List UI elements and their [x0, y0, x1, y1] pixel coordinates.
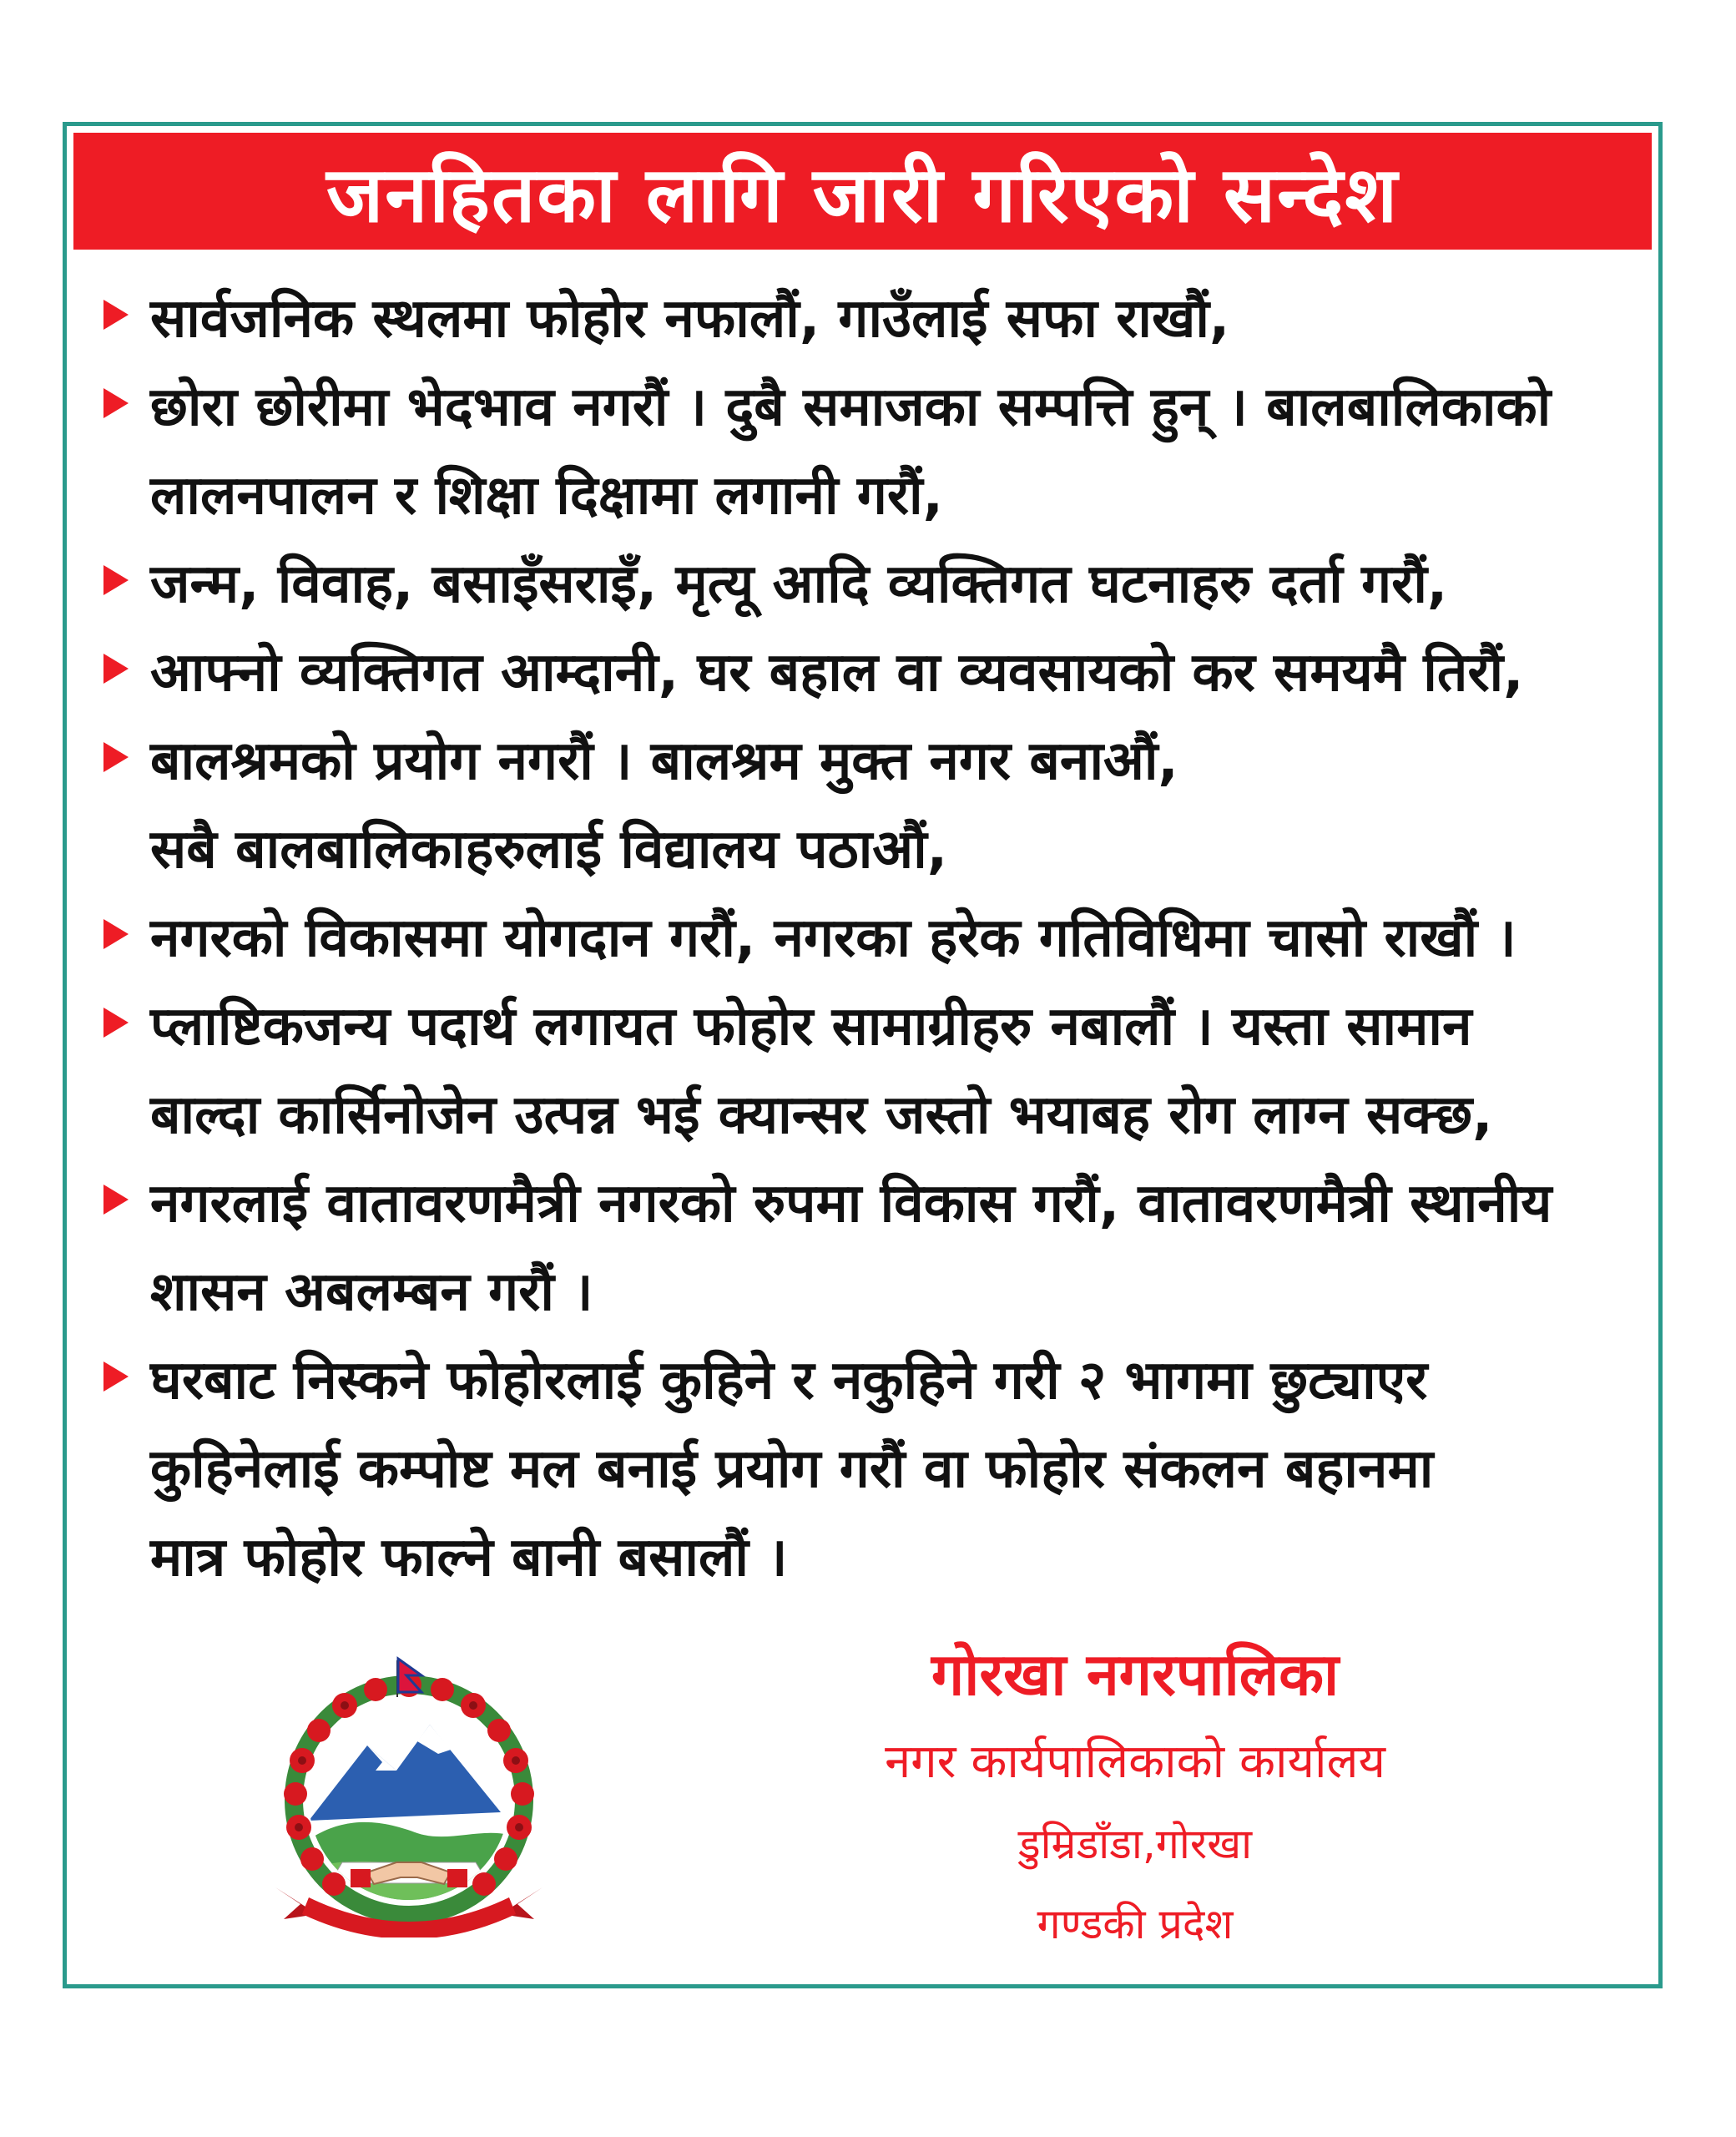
list-item	[83, 629, 1653, 717]
triangle-bullet-icon	[103, 1362, 129, 1392]
message-line: घरबाट निस्कने फोहोरलाई कुहिने र नकुहिने गरी २ भागमा छुट्याएर	[150, 1350, 1428, 1412]
message-line: कुहिनेलाई कम्पोष्ट मल बनाई प्रयोग गरौं वा फोहोर संकलन बहानमा	[150, 1438, 1434, 1500]
triangle-bullet-icon	[103, 565, 129, 595]
nepal-government-emblem-icon	[250, 1654, 568, 1937]
message-line: छोरा छोरीमा भेदभाव नगरौं । दुबै समाजका सम्पत्ति हुन् । बालबालिकाको	[150, 376, 1552, 438]
triangle-bullet-icon	[103, 919, 129, 949]
list-item	[83, 363, 1653, 540]
triangle-bullet-icon	[103, 1185, 129, 1215]
message-line: प्लाष्टिकजन्य पदार्थ लगायत फोहोर सामाग्रीहरु नबालौं । यस्ता सामान	[150, 996, 1472, 1058]
message-line: शासन अबलम्बन गरौं ।	[150, 1261, 593, 1323]
message-line: नगरलाई वातावरणमैत्री नगरको रुपमा विकास गरौं, वातावरणमैत्री स्थानीय	[150, 1173, 1552, 1235]
message-line: सार्वजनिक स्थलमा फोहोर नफालौं, गाउँलाई सफा राखौं,	[150, 288, 1230, 350]
office-province: गण्डकी प्रदेश	[1037, 1900, 1234, 1948]
message-line: लालनपालन र शिक्षा दिक्षामा लगानी गरौं,	[150, 465, 943, 527]
notice-title: जनहितका लागि जारी गरिएको सन्देश	[326, 149, 1400, 240]
message-line: नगरको विकासमा योगदान गरौं, नगरका हरेक गतिविधिमा चासो राखौं ।	[150, 907, 1516, 969]
list-item	[83, 275, 1653, 363]
list-item	[83, 983, 1653, 1159]
message-line: जन्म, विवाह, बसाइँसराइँ, मृत्यू आदि व्यक्तिगत घटनाहरु दर्ता गरौं,	[150, 553, 1448, 615]
issuer-block	[701, 1629, 1569, 1964]
message-line: मात्र फोहोर फाल्ने बानी बसालौं ।	[150, 1527, 788, 1589]
list-item	[83, 894, 1653, 983]
triangle-bullet-icon	[103, 388, 129, 418]
title-banner	[73, 133, 1652, 250]
message-line: सबै बालबालिकाहरुलाई विद्यालय पठाऔं,	[150, 819, 948, 881]
message-line: बाल्दा कार्सिनोजेन उत्पन्न भई क्यान्सर जस्तो भयाबह रोग लाग्न सक्छ,	[150, 1084, 1493, 1146]
office-subtitle: नगर कार्यपालिकाको कार्यालय	[885, 1735, 1385, 1789]
municipality-name: गोरखा नगरपालिका	[931, 1640, 1340, 1709]
triangle-bullet-icon	[103, 1008, 129, 1038]
notice-frame	[63, 122, 1663, 1988]
message-list	[83, 275, 1653, 1602]
office-address: डुम्रिडाँडा,गोरखा	[1017, 1820, 1253, 1868]
list-item	[83, 540, 1653, 629]
triangle-bullet-icon	[103, 300, 129, 330]
message-line: आफ्नो व्यक्तिगत आम्दानी, घर बहाल वा व्यवसायको कर समयमै तिरौं,	[150, 642, 1524, 704]
message-line: बालश्रमको प्रयोग नगरौं । बालश्रम मुक्त नगर बनाऔं,	[150, 730, 1178, 792]
list-item	[83, 1159, 1653, 1336]
list-item	[83, 1336, 1653, 1602]
triangle-bullet-icon	[103, 742, 129, 772]
list-item	[83, 717, 1653, 894]
triangle-bullet-icon	[103, 654, 129, 684]
